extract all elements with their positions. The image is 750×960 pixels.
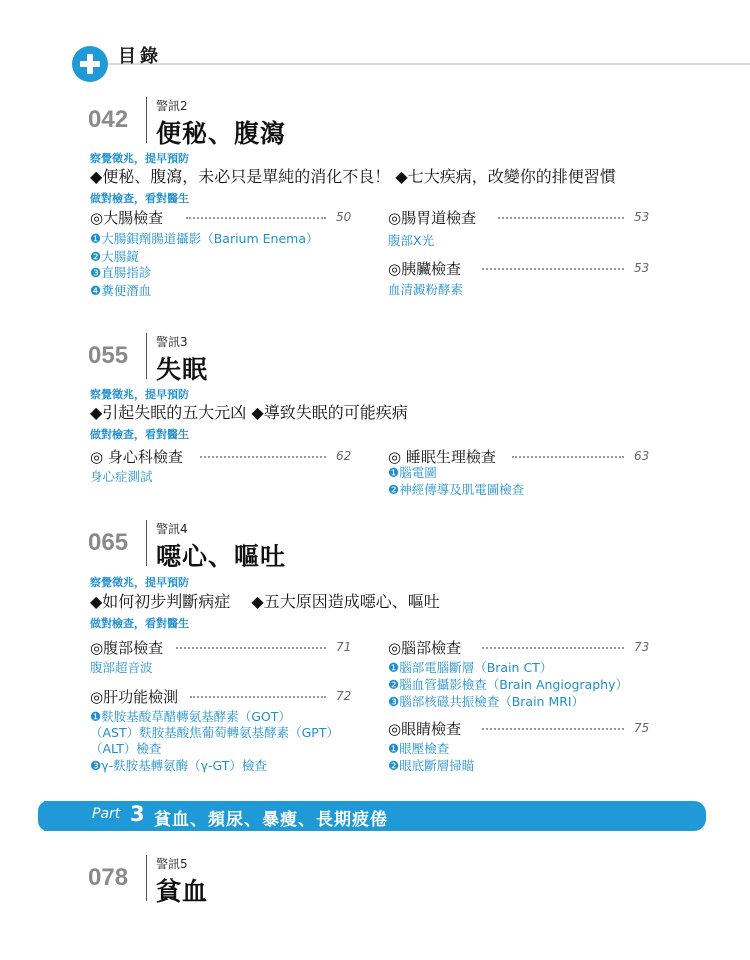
section-summary: ◆便秘、腹瀉，未必只是單純的消化不良！ ◆七大疾病，改變你的排便習慣	[90, 167, 616, 186]
section-number: 078	[88, 864, 129, 891]
leader-dots	[190, 696, 326, 698]
leader-dots	[512, 456, 624, 458]
sub-item: ❸直腸指診	[90, 265, 152, 280]
entry-title: ◎ 身心科檢查	[90, 448, 183, 466]
sub-item: ❸γ-麩胺基轉氨酶（γ-GT）檢查	[90, 758, 267, 773]
sub-item: ❶腦部電腦斷層（Brain CT）	[388, 660, 553, 675]
entry-title: ◎腹部檢查	[90, 639, 164, 657]
sub-item: 血清澱粉酵素	[388, 282, 464, 297]
sub-item: ❶麩胺基酸草醋轉氨基酵素（GOT）	[90, 709, 291, 724]
page-number: 62	[336, 449, 352, 463]
entry-title: ◎胰臟檢查	[388, 260, 462, 278]
section-divider	[146, 520, 147, 566]
section-divider	[146, 97, 147, 143]
leader-dots	[186, 217, 326, 219]
toc-entry[interactable]	[388, 637, 461, 658]
page-number: 63	[634, 449, 650, 463]
section-tag: 警訊5	[156, 857, 188, 871]
entry-title: ◎大腸檢查	[90, 209, 164, 227]
entry-title: ◎ 睡眠生理檢查	[388, 448, 496, 466]
section-title: 便秘、腹瀉	[156, 119, 287, 148]
page-number: 53	[634, 261, 650, 275]
section-number: 055	[88, 342, 129, 369]
toc-entry[interactable]	[90, 207, 163, 228]
page-number: 53	[634, 210, 650, 224]
section-summary: ◆如何初步判斷病症 ◆五大原因造成噁心、嘔吐	[90, 592, 440, 611]
sub-item: ❶大腸鋇劑腸道攝影（Barium Enema）	[90, 231, 319, 246]
sub-item: 腹部X光	[388, 233, 435, 248]
section-title: 貧血	[156, 877, 209, 906]
page-number: 73	[634, 640, 650, 654]
header-rule	[90, 63, 750, 65]
entry-title: ◎肝功能檢測	[90, 688, 179, 706]
leader-dots	[482, 647, 624, 649]
sub-item: ❹糞便潛血	[90, 283, 152, 298]
page-number: 71	[336, 640, 352, 654]
section-tag: 警訊2	[156, 99, 188, 113]
leader-dots	[176, 647, 326, 649]
sub-item: 腹部超音波	[90, 660, 153, 675]
sub-item: ❶腦電圖	[388, 465, 437, 480]
leader-dots	[482, 728, 624, 730]
section-number: 065	[88, 529, 129, 556]
section-label-prevention: 察覺徵兆，提早預防	[90, 388, 189, 401]
part-number: 3	[130, 802, 145, 826]
medical-cross-icon	[72, 46, 108, 82]
section-label-exams: 做對檢查，看對醫生	[90, 192, 189, 205]
entry-title: ◎腸胃道檢查	[388, 209, 477, 227]
leader-dots	[482, 268, 624, 270]
section-label-exams: 做對檢查，看對醫生	[90, 428, 189, 441]
section-summary: ◆引起失眠的五大元凶 ◆導致失眠的可能疾病	[90, 403, 408, 422]
sub-item: ❷眼底斷層掃瞄	[388, 758, 475, 773]
part-title: 貧血、頻尿、暴瘦、長期疲倦	[154, 810, 388, 830]
sub-item: （ALT）檢查	[90, 741, 162, 756]
entry-title: ◎眼睛檢查	[388, 720, 462, 738]
leader-dots	[200, 456, 326, 458]
section-title: 失眠	[156, 355, 209, 384]
sub-item: ❸腦部核磁共振檢查（Brain MRI）	[388, 694, 585, 709]
sub-item: （AST）麩胺基酸焦葡萄轉氨基酵素（GPT）	[90, 725, 339, 740]
toc-entry[interactable]	[388, 207, 476, 228]
section-label-prevention: 察覺徵兆，提早預防	[90, 576, 189, 589]
sub-item: ❷神經傳導及肌電圖檢查	[388, 482, 525, 497]
toc-entry[interactable]	[90, 637, 163, 658]
section-label-exams: 做對檢查，看對醫生	[90, 617, 189, 630]
section-tag: 警訊4	[156, 522, 188, 536]
entry-title: ◎腦部檢查	[388, 639, 462, 657]
page-title: 目錄	[118, 46, 162, 67]
toc-entry[interactable]	[90, 686, 178, 707]
part-word: Part	[92, 806, 121, 822]
section-tag: 警訊3	[156, 335, 188, 349]
toc-entry[interactable]	[90, 446, 183, 467]
section-title: 噁心、嘔吐	[156, 542, 287, 571]
section-divider	[146, 333, 147, 379]
page-number: 50	[336, 210, 352, 224]
sub-item: ❷大腸鏡	[90, 249, 139, 264]
leader-dots	[498, 217, 624, 219]
toc-entry[interactable]	[388, 258, 461, 279]
section-number: 042	[88, 106, 129, 133]
sub-item: ❶眼壓檢查	[388, 741, 450, 756]
section-label-prevention: 察覺徵兆，提早預防	[90, 152, 189, 165]
page-number: 72	[336, 689, 352, 703]
toc-entry[interactable]	[388, 718, 461, 739]
page-number: 75	[634, 721, 650, 735]
section-divider	[146, 855, 147, 901]
sub-item: 身心症測試	[90, 469, 153, 484]
sub-item: ❷腦血管攝影檢查（Brain Angiography）	[388, 677, 628, 692]
